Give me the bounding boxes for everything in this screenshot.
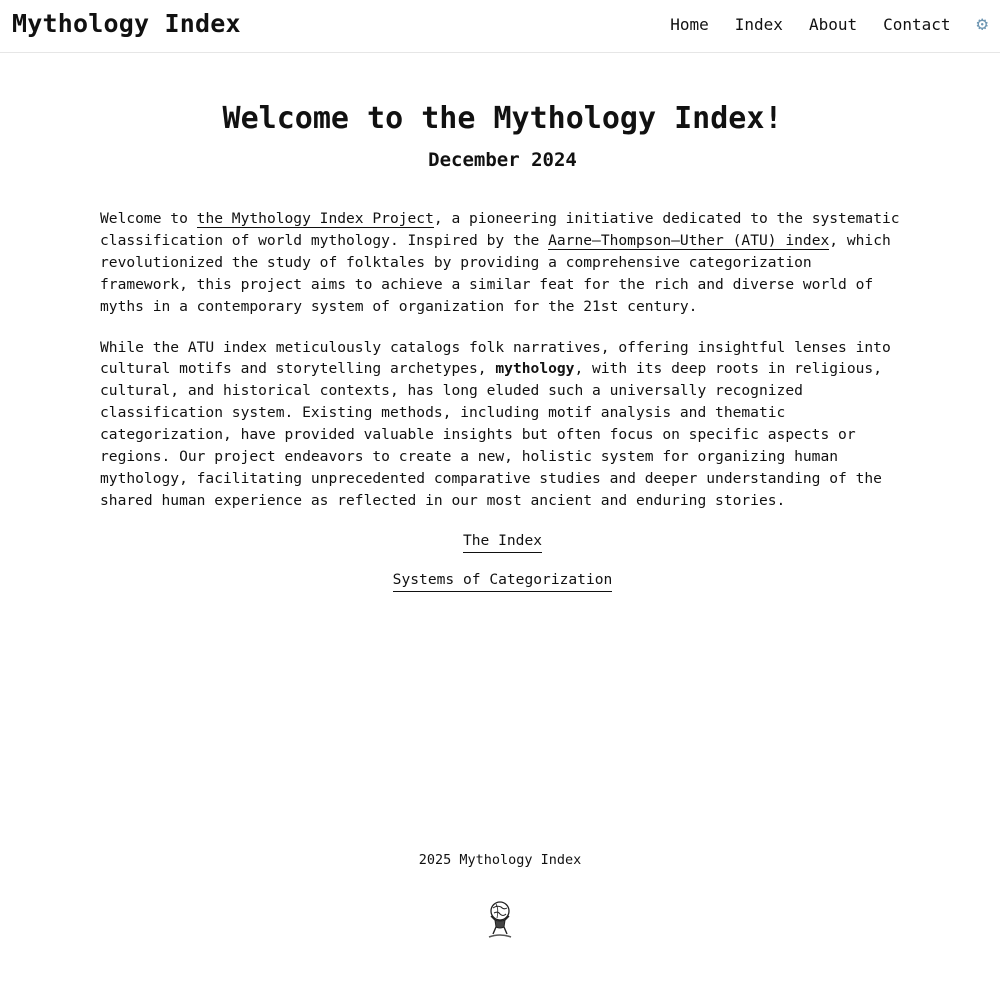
site-title[interactable]: Mythology Index (12, 9, 241, 38)
atlas-globe-icon (484, 900, 516, 940)
second-text-1: While the ATU index meticulously catalogs folk narratives, offering insightful lenses into cultural motifs and storytelling archetypes, (100, 338, 891, 378)
intro-text-1: Welcome to (100, 210, 197, 227)
page-date: December 2024 (428, 149, 577, 171)
page-title: Welcome to the Mythology Index! (222, 101, 783, 136)
site-header (0, 0, 1000, 53)
second-paragraph (100, 337, 905, 512)
nav-index-link[interactable]: Index (734, 15, 783, 34)
systems-of-categorization-link[interactable]: Systems of Categorization (393, 569, 613, 592)
main-nav (670, 15, 988, 34)
intro-paragraph (100, 208, 905, 318)
the-index-link[interactable]: The Index (463, 530, 542, 553)
footer-copyright: 2025 Mythology Index (418, 852, 582, 868)
second-text-2: , with its deep roots in religious, cultural, and historical contexts, has long eluded such a universally recognized classification system. Existing methods, including motif analysis and thematic categorization, have provided valuable insights but often focus on specific aspects or regions. Our project endeavors to create a new, holistic system for organizing human mythology, facilitating unprecedented comparative studies and deeper understanding of the shared human experience as reflected in our most ancient and enduring stories. (100, 360, 882, 509)
gear-icon[interactable]: ⚙ (976, 13, 988, 35)
nav-contact-link[interactable]: Contact (883, 15, 951, 34)
main-content (100, 96, 905, 592)
nav-about-link[interactable]: About (808, 15, 858, 34)
project-link[interactable]: the Mythology Index Project (196, 210, 434, 227)
atu-index-link[interactable]: Aarne–Thompson–Uther (ATU) index (548, 231, 830, 249)
mythology-bold: mythology (495, 360, 575, 378)
intro-text-3: , which revolutionized the study of folktales by providing a comprehensive categorization framework, this project aims to achieve a similar feat for the rich and diverse world of myths in a contemporary system of organization for the 21st century. (100, 231, 891, 315)
intro-text-2: , a pioneering initiative dedicated to the systematic classification of world mythology. Inspired by the (100, 210, 900, 249)
nav-home-link[interactable]: Home (670, 15, 709, 34)
section-links (100, 530, 905, 592)
